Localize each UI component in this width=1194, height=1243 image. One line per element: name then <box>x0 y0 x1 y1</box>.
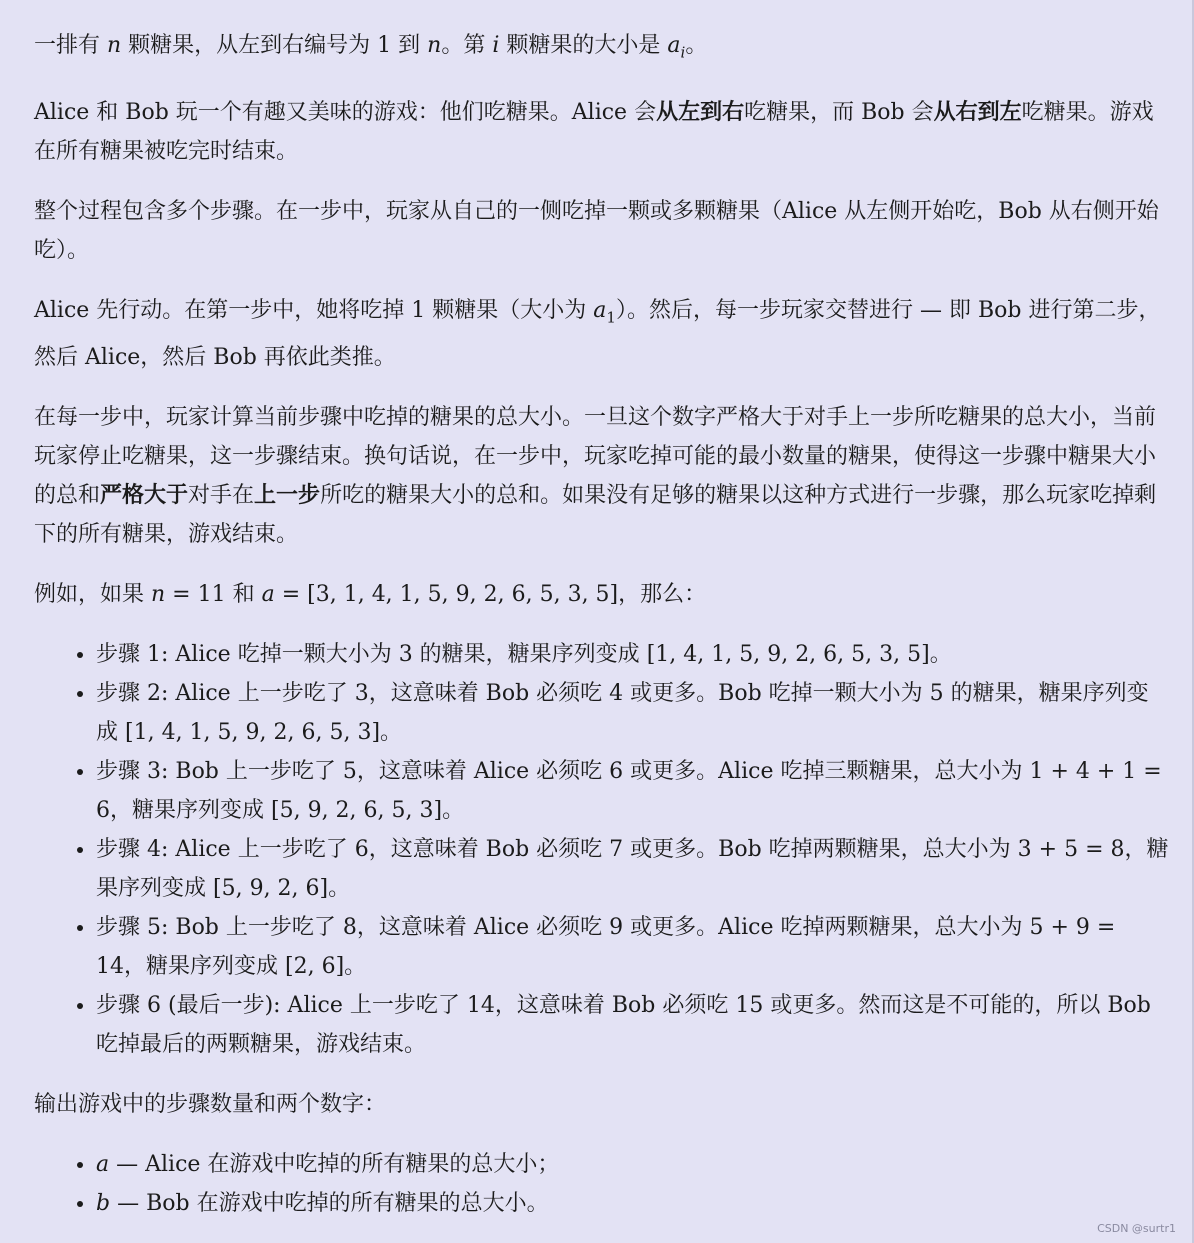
math-var: a <box>667 33 681 58</box>
math-expr: = [3, 1, 4, 1, 5, 9, 2, 6, 5, 3, 5] <box>274 581 619 607</box>
math-num: 7 <box>609 836 624 862</box>
text: 在每一步中，玩家计算当前步骤中吃掉的糖果的总大小。一旦这个数字严格大于对手上一步所吃糖果的总大小，当前玩家停止吃糖果，这一步骤结束。换句话说，在一步中，玩家吃掉可能的最小数量的糖果，使得这一步骤中糖果大小的总和 <box>34 404 1157 508</box>
text: Alice 先行动。在第一步中，她将吃掉 <box>34 298 412 324</box>
text: 。 <box>685 33 708 58</box>
math-subscript: 1 <box>606 308 616 327</box>
math-expr: [2, 6] <box>285 953 345 979</box>
text: 颗糖果的大小是 <box>499 33 668 58</box>
text: ，这意味着 Bob 必须吃 <box>368 680 610 706</box>
paragraph-steps <box>34 192 1169 270</box>
text: 整个过程包含多个步骤。在一步中，玩家从自己的一侧吃掉一颗或多颗糖果（Alice 从左侧开始吃，Bob 从右侧开始吃）。 <box>34 199 1159 264</box>
math-var: b <box>96 1190 111 1216</box>
text: ，糖果序列变成 <box>110 797 271 823</box>
list-item <box>96 908 1169 986</box>
math-num: 6 <box>609 758 624 784</box>
text: — Alice 在游戏中吃掉的所有糖果的总大小； <box>109 1151 560 1177</box>
text: 步骤 5: Bob 上一步吃了 <box>96 914 343 940</box>
paragraph-example <box>34 575 1169 614</box>
math-num: 5 <box>929 680 944 706</box>
math-expr: [1, 4, 1, 5, 9, 2, 6, 5, 3, 5] <box>646 641 930 667</box>
paragraph-candies <box>34 26 1169 72</box>
math-num: 3 <box>398 641 413 667</box>
math-num: 14 <box>466 992 495 1018</box>
list-item <box>96 635 1169 674</box>
text: 例如，如果 <box>34 581 151 607</box>
math-var: a <box>261 581 275 607</box>
math-num: 3 <box>354 680 369 706</box>
text: 。 <box>929 641 952 667</box>
text: 。第 <box>441 33 493 58</box>
text: 吃糖果。游戏在所有糖果被吃完时结束。 <box>34 100 1154 165</box>
text: 对手在 <box>188 482 255 508</box>
text: 颗糖果（大小为 <box>425 298 594 324</box>
text: 或更多。Alice 吃掉三颗糖果，总大小为 <box>623 758 1030 784</box>
list-item <box>96 830 1169 908</box>
text: 步骤 4: Alice 上一步吃了 <box>96 836 355 862</box>
text: 步骤 3: Bob 上一步吃了 <box>96 758 343 784</box>
list-item <box>96 752 1169 830</box>
text: 所吃的糖果大小的总和。如果没有足够的糖果以这种方式进行一步骤，那么玩家吃掉剩下的所有糖果，游戏结束。 <box>34 482 1157 547</box>
watermark: CSDN @surtr1 <box>1097 1222 1176 1235</box>
text: ，这意味着 Bob 必须吃 <box>494 992 736 1018</box>
list-item <box>96 674 1169 752</box>
text: 步骤 1: Alice 吃掉一颗大小为 <box>96 641 399 667</box>
text: 一排有 <box>34 33 107 58</box>
math-expr: 3 + 5 = 8 <box>1017 836 1125 862</box>
bold-text: 从右到左 <box>933 99 1022 126</box>
text: ，那么： <box>618 581 707 607</box>
text: 或更多。Bob 吃掉一颗大小为 <box>623 680 930 706</box>
math-subscript: i <box>680 43 686 62</box>
math-expr: 5 + 9 = 14 <box>96 914 1116 979</box>
text: 步骤 6 (最后一步): Alice 上一步吃了 <box>96 992 467 1018</box>
math-var: i <box>492 33 500 58</box>
text: 。 <box>380 719 403 745</box>
text: ，糖果序列变成 <box>96 836 1169 901</box>
math-num: 9 <box>609 914 624 940</box>
problem-statement <box>34 26 1169 1223</box>
math-var: n <box>151 581 166 607</box>
math-expr: = 11 <box>165 581 226 607</box>
math-var: n <box>427 33 442 58</box>
math-num: 6 <box>354 836 369 862</box>
text: 输出游戏中的步骤数量和两个数字： <box>34 1091 387 1117</box>
bold-text: 上一步 <box>254 481 321 508</box>
text: 到 <box>391 33 428 58</box>
math-var: a <box>96 1151 110 1177</box>
math-expr: [5, 9, 2, 6] <box>213 875 329 901</box>
text: 或更多。Alice 吃掉两颗糖果，总大小为 <box>623 914 1030 940</box>
text: 。 <box>344 953 367 979</box>
example-steps-list <box>34 635 1169 1064</box>
text: 吃糖果，而 Bob 会 <box>744 100 934 126</box>
list-item <box>96 986 1169 1064</box>
text: 和 <box>225 581 262 607</box>
text: 的糖果，糖果序列变成 <box>96 680 1149 745</box>
text: 或更多。然而这是不可能的，所以 Bob 吃掉最后的两颗糖果，游戏结束。 <box>96 992 1151 1057</box>
text: ）。然后，每一步玩家交替进行 — 即 Bob 进行第二步，然后 Alice，然后 Bob 再依此类推。 <box>34 298 1161 370</box>
math-num: 15 <box>735 992 764 1018</box>
text: 步骤 2: Alice 上一步吃了 <box>96 680 355 706</box>
math-num: 1 <box>411 298 426 324</box>
text: ，这意味着 Alice 必须吃 <box>356 914 610 940</box>
text: — Bob 在游戏中吃掉的所有糖果的总大小。 <box>110 1190 549 1216</box>
bold-text: 严格大于 <box>100 481 189 508</box>
bold-text: 从左到右 <box>656 99 745 126</box>
paragraph-output <box>34 1085 1169 1124</box>
math-num: 1 <box>377 33 392 58</box>
math-var: a <box>593 298 607 324</box>
text: 。 <box>328 875 351 901</box>
paragraph-first-move <box>34 291 1169 376</box>
text: ，这意味着 Alice 必须吃 <box>356 758 610 784</box>
math-var: n <box>107 33 122 58</box>
math-num: 4 <box>609 680 624 706</box>
list-item <box>96 1184 1169 1223</box>
output-list <box>34 1145 1169 1223</box>
text: ，这意味着 Bob 必须吃 <box>368 836 610 862</box>
paragraph-game-rules <box>34 93 1169 171</box>
math-expr: 1 + 4 + 1 = 6 <box>96 758 1162 823</box>
text: 或更多。Bob 吃掉两颗糖果，总大小为 <box>623 836 1018 862</box>
math-num: 8 <box>342 914 357 940</box>
text: Alice 和 Bob 玩一个有趣又美味的游戏：他们吃糖果。Alice 会 <box>34 100 657 126</box>
math-expr: [1, 4, 1, 5, 9, 2, 6, 5, 3] <box>125 719 381 745</box>
paragraph-step-rule <box>34 398 1169 554</box>
text: ，糖果序列变成 <box>124 953 285 979</box>
text: 的糖果，糖果序列变成 <box>412 641 647 667</box>
text: 。 <box>442 797 465 823</box>
text: 颗糖果，从左到右编号为 <box>121 33 378 58</box>
list-item <box>96 1145 1169 1184</box>
math-expr: [5, 9, 2, 6, 5, 3] <box>271 797 443 823</box>
math-num: 5 <box>342 758 357 784</box>
